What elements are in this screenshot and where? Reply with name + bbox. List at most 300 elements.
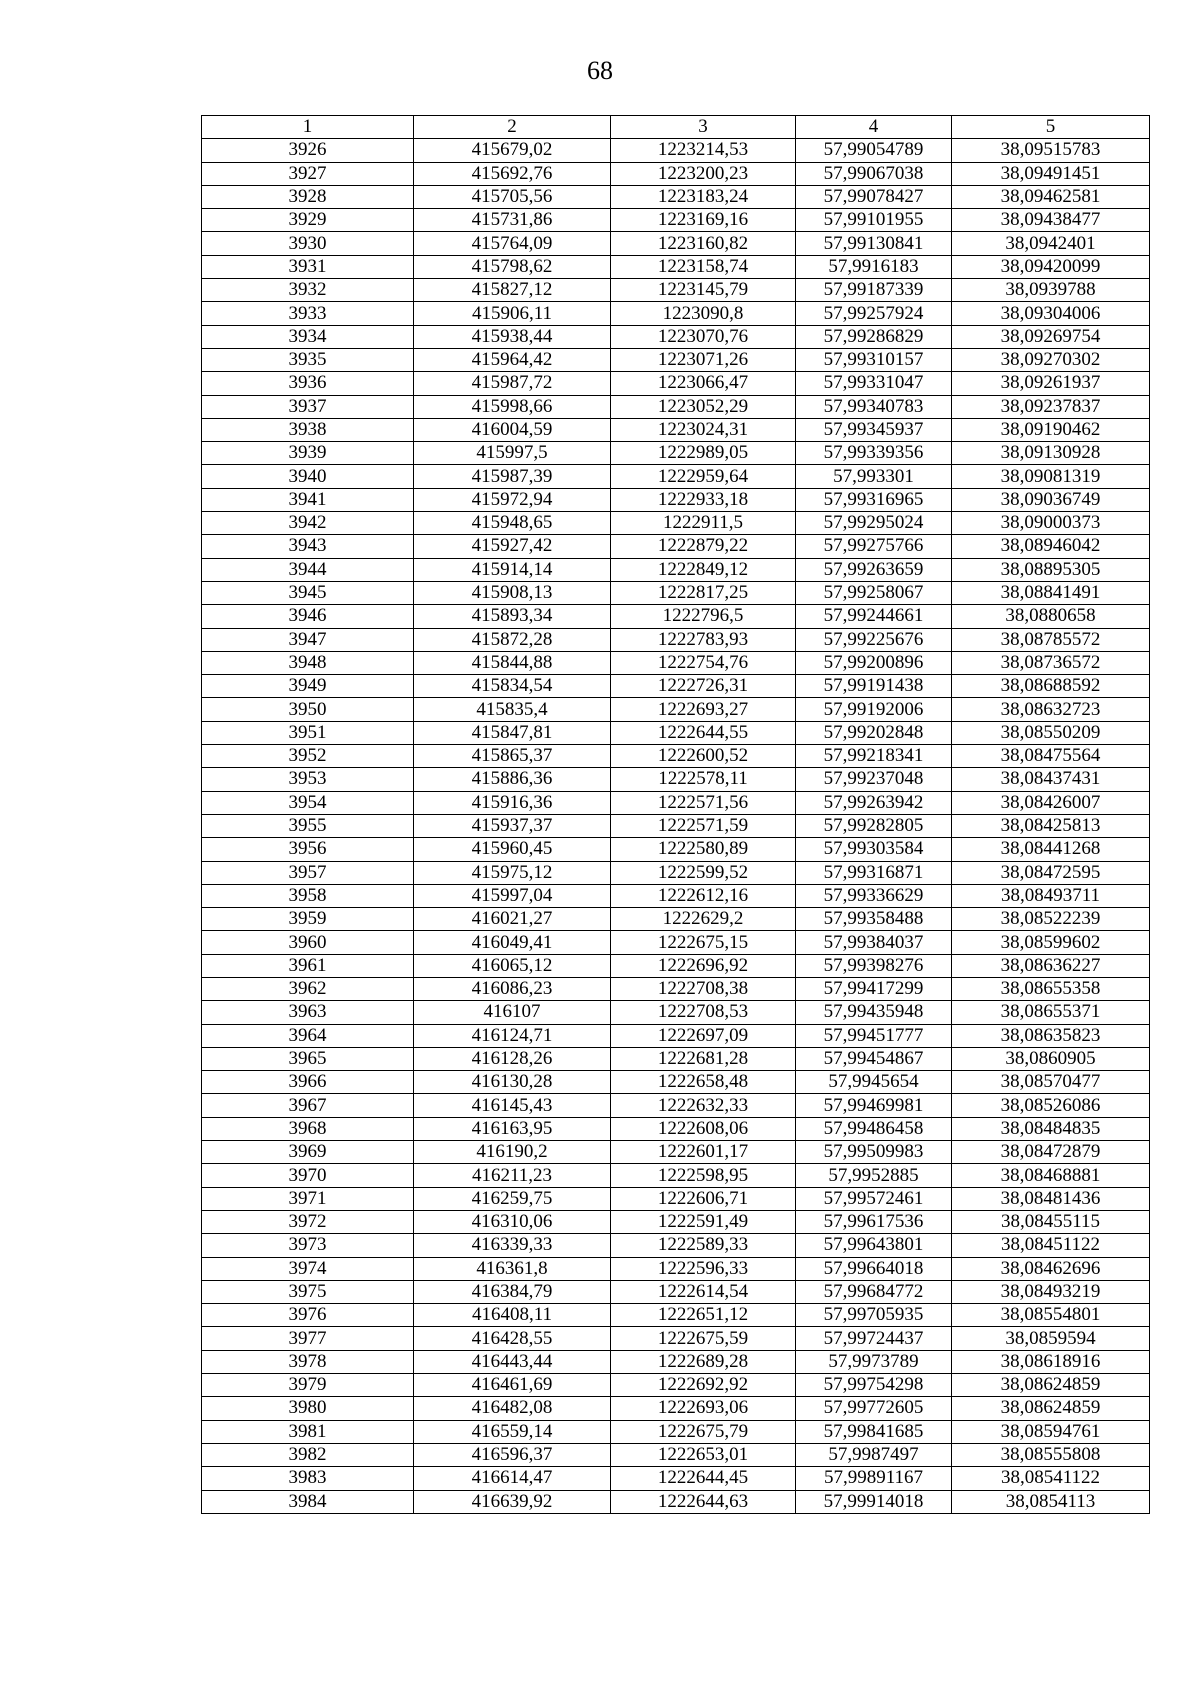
point-number-cell: 3971 — [202, 1187, 414, 1210]
table-row — [202, 1141, 1150, 1164]
longitude-cell: 38,08688592 — [952, 675, 1150, 698]
y-coordinate-cell: 1222697,09 — [611, 1024, 796, 1047]
latitude-cell: 57,99664018 — [796, 1257, 952, 1280]
y-coordinate-cell: 1222933,18 — [611, 488, 796, 511]
point-number-cell: 3949 — [202, 675, 414, 698]
latitude-cell: 57,99130841 — [796, 232, 952, 255]
y-coordinate-cell: 1222644,55 — [611, 721, 796, 744]
latitude-cell: 57,99054789 — [796, 139, 952, 162]
table-row — [202, 675, 1150, 698]
y-coordinate-cell: 1222658,48 — [611, 1071, 796, 1094]
latitude-cell: 57,99358488 — [796, 908, 952, 931]
latitude-cell: 57,99200896 — [796, 651, 952, 674]
table-row — [202, 1117, 1150, 1140]
longitude-cell: 38,08624859 — [952, 1374, 1150, 1397]
table-row — [202, 884, 1150, 907]
point-number-cell: 3962 — [202, 977, 414, 1000]
y-coordinate-cell: 1222959,64 — [611, 465, 796, 488]
y-coordinate-cell: 1222599,52 — [611, 861, 796, 884]
table-row — [202, 162, 1150, 185]
x-coordinate-cell: 415998,66 — [414, 395, 611, 418]
point-number-cell: 3934 — [202, 325, 414, 348]
x-coordinate-cell: 416021,27 — [414, 908, 611, 931]
longitude-cell: 38,08425813 — [952, 814, 1150, 837]
x-coordinate-cell: 416614,47 — [414, 1467, 611, 1490]
y-coordinate-cell: 1222726,31 — [611, 675, 796, 698]
table-row — [202, 861, 1150, 884]
longitude-cell: 38,09270302 — [952, 348, 1150, 371]
point-number-cell: 3951 — [202, 721, 414, 744]
point-number-cell: 3973 — [202, 1234, 414, 1257]
x-coordinate-cell: 416086,23 — [414, 977, 611, 1000]
table-row — [202, 185, 1150, 208]
longitude-cell: 38,09462581 — [952, 185, 1150, 208]
table-row — [202, 768, 1150, 791]
point-number-cell: 3954 — [202, 791, 414, 814]
table-row — [202, 698, 1150, 721]
x-coordinate-cell: 415960,45 — [414, 838, 611, 861]
x-coordinate-cell: 415834,54 — [414, 675, 611, 698]
latitude-cell: 57,99705935 — [796, 1304, 952, 1327]
y-coordinate-cell: 1223158,74 — [611, 255, 796, 278]
latitude-cell: 57,99398276 — [796, 954, 952, 977]
y-coordinate-cell: 1222675,79 — [611, 1420, 796, 1443]
column-header-1: 1 — [202, 116, 414, 139]
longitude-cell: 38,08526086 — [952, 1094, 1150, 1117]
longitude-cell: 38,08618916 — [952, 1350, 1150, 1373]
y-coordinate-cell: 1222689,28 — [611, 1350, 796, 1373]
longitude-cell: 38,08895305 — [952, 558, 1150, 581]
table-row — [202, 954, 1150, 977]
longitude-cell: 38,08522239 — [952, 908, 1150, 931]
y-coordinate-cell: 1222591,49 — [611, 1210, 796, 1233]
table-row — [202, 1327, 1150, 1350]
table-row — [202, 139, 1150, 162]
table-row — [202, 255, 1150, 278]
y-coordinate-cell: 1222681,28 — [611, 1047, 796, 1070]
longitude-cell: 38,09000373 — [952, 512, 1150, 535]
longitude-cell: 38,08462696 — [952, 1257, 1150, 1280]
latitude-cell: 57,993301 — [796, 465, 952, 488]
y-coordinate-cell: 1223169,16 — [611, 209, 796, 232]
latitude-cell: 57,99486458 — [796, 1117, 952, 1140]
y-coordinate-cell: 1222644,63 — [611, 1490, 796, 1513]
y-coordinate-cell: 1223070,76 — [611, 325, 796, 348]
point-number-cell: 3984 — [202, 1490, 414, 1513]
point-number-cell: 3929 — [202, 209, 414, 232]
point-number-cell: 3960 — [202, 931, 414, 954]
table-row — [202, 535, 1150, 558]
point-number-cell: 3969 — [202, 1141, 414, 1164]
table-row — [202, 372, 1150, 395]
latitude-cell: 57,99643801 — [796, 1234, 952, 1257]
y-coordinate-cell: 1222783,93 — [611, 628, 796, 651]
latitude-cell: 57,99469981 — [796, 1094, 952, 1117]
table-row — [202, 1094, 1150, 1117]
y-coordinate-cell: 1222596,33 — [611, 1257, 796, 1280]
x-coordinate-cell: 415679,02 — [414, 139, 611, 162]
latitude-cell: 57,99263942 — [796, 791, 952, 814]
x-coordinate-cell: 415964,42 — [414, 348, 611, 371]
longitude-cell: 38,08481436 — [952, 1187, 1150, 1210]
y-coordinate-cell: 1222571,59 — [611, 814, 796, 837]
x-coordinate-cell: 415798,62 — [414, 255, 611, 278]
latitude-cell: 57,99191438 — [796, 675, 952, 698]
point-number-cell: 3981 — [202, 1420, 414, 1443]
x-coordinate-cell: 415893,34 — [414, 605, 611, 628]
point-number-cell: 3939 — [202, 442, 414, 465]
x-coordinate-cell: 415987,72 — [414, 372, 611, 395]
latitude-cell: 57,99454867 — [796, 1047, 952, 1070]
y-coordinate-cell: 1222600,52 — [611, 745, 796, 768]
x-coordinate-cell: 415731,86 — [414, 209, 611, 232]
y-coordinate-cell: 1222632,33 — [611, 1094, 796, 1117]
y-coordinate-cell: 1223183,24 — [611, 185, 796, 208]
x-coordinate-cell: 416190,2 — [414, 1141, 611, 1164]
latitude-cell: 57,99336629 — [796, 884, 952, 907]
y-coordinate-cell: 1222614,54 — [611, 1280, 796, 1303]
y-coordinate-cell: 1222796,5 — [611, 605, 796, 628]
y-coordinate-cell: 1223145,79 — [611, 279, 796, 302]
y-coordinate-cell: 1222601,17 — [611, 1141, 796, 1164]
latitude-cell: 57,99914018 — [796, 1490, 952, 1513]
longitude-cell: 38,08655371 — [952, 1001, 1150, 1024]
point-number-cell: 3932 — [202, 279, 414, 302]
table-row — [202, 931, 1150, 954]
longitude-cell: 38,09261937 — [952, 372, 1150, 395]
x-coordinate-cell: 415865,37 — [414, 745, 611, 768]
x-coordinate-cell: 415938,44 — [414, 325, 611, 348]
x-coordinate-cell: 415997,04 — [414, 884, 611, 907]
latitude-cell: 57,99754298 — [796, 1374, 952, 1397]
x-coordinate-cell: 416065,12 — [414, 954, 611, 977]
latitude-cell: 57,9973789 — [796, 1350, 952, 1373]
x-coordinate-cell: 415914,14 — [414, 558, 611, 581]
latitude-cell: 57,9945654 — [796, 1071, 952, 1094]
table-row — [202, 1024, 1150, 1047]
point-number-cell: 3956 — [202, 838, 414, 861]
x-coordinate-cell: 416428,55 — [414, 1327, 611, 1350]
latitude-cell: 57,99331047 — [796, 372, 952, 395]
longitude-cell: 38,08441268 — [952, 838, 1150, 861]
table-row — [202, 1164, 1150, 1187]
y-coordinate-cell: 1222989,05 — [611, 442, 796, 465]
latitude-cell: 57,99078427 — [796, 185, 952, 208]
longitude-cell: 38,08472879 — [952, 1141, 1150, 1164]
point-number-cell: 3946 — [202, 605, 414, 628]
y-coordinate-cell: 1222675,15 — [611, 931, 796, 954]
point-number-cell: 3935 — [202, 348, 414, 371]
table-row — [202, 1210, 1150, 1233]
point-number-cell: 3930 — [202, 232, 414, 255]
table-row — [202, 442, 1150, 465]
latitude-cell: 57,99724437 — [796, 1327, 952, 1350]
latitude-cell: 57,99187339 — [796, 279, 952, 302]
x-coordinate-cell: 416163,95 — [414, 1117, 611, 1140]
longitude-cell: 38,08655358 — [952, 977, 1150, 1000]
latitude-cell: 57,99772605 — [796, 1397, 952, 1420]
x-coordinate-cell: 416639,92 — [414, 1490, 611, 1513]
longitude-cell: 38,08451122 — [952, 1234, 1150, 1257]
y-coordinate-cell: 1222651,12 — [611, 1304, 796, 1327]
x-coordinate-cell: 416049,41 — [414, 931, 611, 954]
x-coordinate-cell: 415692,76 — [414, 162, 611, 185]
latitude-cell: 57,99316871 — [796, 861, 952, 884]
point-number-cell: 3961 — [202, 954, 414, 977]
longitude-cell: 38,0939788 — [952, 279, 1150, 302]
table-row — [202, 512, 1150, 535]
table-row — [202, 814, 1150, 837]
x-coordinate-cell: 416004,59 — [414, 418, 611, 441]
longitude-cell: 38,08599602 — [952, 931, 1150, 954]
x-coordinate-cell: 416559,14 — [414, 1420, 611, 1443]
x-coordinate-cell: 415844,88 — [414, 651, 611, 674]
point-number-cell: 3942 — [202, 512, 414, 535]
latitude-cell: 57,99384037 — [796, 931, 952, 954]
x-coordinate-cell: 415827,12 — [414, 279, 611, 302]
latitude-cell: 57,99435948 — [796, 1001, 952, 1024]
point-number-cell: 3975 — [202, 1280, 414, 1303]
latitude-cell: 57,99067038 — [796, 162, 952, 185]
x-coordinate-cell: 415872,28 — [414, 628, 611, 651]
y-coordinate-cell: 1222708,53 — [611, 1001, 796, 1024]
y-coordinate-cell: 1222589,33 — [611, 1234, 796, 1257]
point-number-cell: 3968 — [202, 1117, 414, 1140]
y-coordinate-cell: 1222578,11 — [611, 768, 796, 791]
y-coordinate-cell: 1222629,2 — [611, 908, 796, 931]
latitude-cell: 57,99891167 — [796, 1467, 952, 1490]
longitude-cell: 38,0859594 — [952, 1327, 1150, 1350]
table-row — [202, 325, 1150, 348]
y-coordinate-cell: 1222911,5 — [611, 512, 796, 535]
y-coordinate-cell: 1222580,89 — [611, 838, 796, 861]
longitude-cell: 38,08636227 — [952, 954, 1150, 977]
longitude-cell: 38,09081319 — [952, 465, 1150, 488]
table-row — [202, 977, 1150, 1000]
table-row — [202, 791, 1150, 814]
table-row — [202, 418, 1150, 441]
longitude-cell: 38,09130928 — [952, 442, 1150, 465]
latitude-cell: 57,99192006 — [796, 698, 952, 721]
y-coordinate-cell: 1222849,12 — [611, 558, 796, 581]
point-number-cell: 3931 — [202, 255, 414, 278]
table-row — [202, 1397, 1150, 1420]
longitude-cell: 38,0942401 — [952, 232, 1150, 255]
table-row — [202, 1374, 1150, 1397]
y-coordinate-cell: 1222571,56 — [611, 791, 796, 814]
y-coordinate-cell: 1222675,59 — [611, 1327, 796, 1350]
table-row — [202, 1490, 1150, 1513]
table-row — [202, 721, 1150, 744]
table-row — [202, 1234, 1150, 1257]
point-number-cell: 3978 — [202, 1350, 414, 1373]
table-row — [202, 1467, 1150, 1490]
table-row — [202, 348, 1150, 371]
latitude-cell: 57,99339356 — [796, 442, 952, 465]
table-row — [202, 465, 1150, 488]
column-header-2: 2 — [414, 116, 611, 139]
point-number-cell: 3976 — [202, 1304, 414, 1327]
table-row — [202, 605, 1150, 628]
table-row — [202, 1001, 1150, 1024]
table-header — [202, 116, 1150, 139]
latitude-cell: 57,99258067 — [796, 581, 952, 604]
table-row — [202, 279, 1150, 302]
header-row — [202, 116, 1150, 139]
point-number-cell: 3963 — [202, 1001, 414, 1024]
latitude-cell: 57,99509983 — [796, 1141, 952, 1164]
x-coordinate-cell: 416339,33 — [414, 1234, 611, 1257]
point-number-cell: 3970 — [202, 1164, 414, 1187]
latitude-cell: 57,99684772 — [796, 1280, 952, 1303]
x-coordinate-cell: 416259,75 — [414, 1187, 611, 1210]
latitude-cell: 57,99257924 — [796, 302, 952, 325]
y-coordinate-cell: 1222644,45 — [611, 1467, 796, 1490]
x-coordinate-cell: 416211,23 — [414, 1164, 611, 1187]
latitude-cell: 57,99237048 — [796, 768, 952, 791]
column-header-3: 3 — [611, 116, 796, 139]
point-number-cell: 3974 — [202, 1257, 414, 1280]
point-number-cell: 3933 — [202, 302, 414, 325]
latitude-cell: 57,99282805 — [796, 814, 952, 837]
table-row — [202, 558, 1150, 581]
x-coordinate-cell: 415916,36 — [414, 791, 611, 814]
table-row — [202, 395, 1150, 418]
longitude-cell: 38,08493219 — [952, 1280, 1150, 1303]
point-number-cell: 3941 — [202, 488, 414, 511]
x-coordinate-cell: 415937,37 — [414, 814, 611, 837]
longitude-cell: 38,08484835 — [952, 1117, 1150, 1140]
longitude-cell: 38,0854113 — [952, 1490, 1150, 1513]
longitude-cell: 38,08785572 — [952, 628, 1150, 651]
y-coordinate-cell: 1223052,29 — [611, 395, 796, 418]
y-coordinate-cell: 1222708,38 — [611, 977, 796, 1000]
longitude-cell: 38,0860905 — [952, 1047, 1150, 1070]
point-number-cell: 3964 — [202, 1024, 414, 1047]
point-number-cell: 3952 — [202, 745, 414, 768]
latitude-cell: 57,99225676 — [796, 628, 952, 651]
longitude-cell: 38,08570477 — [952, 1071, 1150, 1094]
point-number-cell: 3947 — [202, 628, 414, 651]
point-number-cell: 3979 — [202, 1374, 414, 1397]
longitude-cell: 38,09515783 — [952, 139, 1150, 162]
table-row — [202, 1443, 1150, 1466]
x-coordinate-cell: 416130,28 — [414, 1071, 611, 1094]
y-coordinate-cell: 1223200,23 — [611, 162, 796, 185]
coordinates-table — [201, 115, 1150, 1514]
point-number-cell: 3945 — [202, 581, 414, 604]
point-number-cell: 3937 — [202, 395, 414, 418]
x-coordinate-cell: 415948,65 — [414, 512, 611, 535]
latitude-cell: 57,99244661 — [796, 605, 952, 628]
point-number-cell: 3948 — [202, 651, 414, 674]
latitude-cell: 57,99263659 — [796, 558, 952, 581]
latitude-cell: 57,99310157 — [796, 348, 952, 371]
table-row — [202, 302, 1150, 325]
x-coordinate-cell: 415908,13 — [414, 581, 611, 604]
longitude-cell: 38,08946042 — [952, 535, 1150, 558]
point-number-cell: 3928 — [202, 185, 414, 208]
table-row — [202, 488, 1150, 511]
y-coordinate-cell: 1222879,22 — [611, 535, 796, 558]
longitude-cell: 38,09491451 — [952, 162, 1150, 185]
longitude-cell: 38,08426007 — [952, 791, 1150, 814]
x-coordinate-cell: 416124,71 — [414, 1024, 611, 1047]
table-row — [202, 1257, 1150, 1280]
point-number-cell: 3938 — [202, 418, 414, 441]
table-body — [202, 139, 1150, 1514]
y-coordinate-cell: 1222608,06 — [611, 1117, 796, 1140]
y-coordinate-cell: 1222693,27 — [611, 698, 796, 721]
longitude-cell: 38,08736572 — [952, 651, 1150, 674]
table-row — [202, 232, 1150, 255]
longitude-cell: 38,09036749 — [952, 488, 1150, 511]
latitude-cell: 57,99202848 — [796, 721, 952, 744]
latitude-cell: 57,99275766 — [796, 535, 952, 558]
longitude-cell: 38,09190462 — [952, 418, 1150, 441]
x-coordinate-cell: 415705,56 — [414, 185, 611, 208]
x-coordinate-cell: 415886,36 — [414, 768, 611, 791]
point-number-cell: 3980 — [202, 1397, 414, 1420]
y-coordinate-cell: 1222696,92 — [611, 954, 796, 977]
longitude-cell: 38,09420099 — [952, 255, 1150, 278]
point-number-cell: 3940 — [202, 465, 414, 488]
longitude-cell: 38,08475564 — [952, 745, 1150, 768]
table-row — [202, 1047, 1150, 1070]
x-coordinate-cell: 415847,81 — [414, 721, 611, 744]
y-coordinate-cell: 1222612,16 — [611, 884, 796, 907]
x-coordinate-cell: 415906,11 — [414, 302, 611, 325]
longitude-cell: 38,08555808 — [952, 1443, 1150, 1466]
longitude-cell: 38,08594761 — [952, 1420, 1150, 1443]
point-number-cell: 3927 — [202, 162, 414, 185]
longitude-cell: 38,08437431 — [952, 768, 1150, 791]
x-coordinate-cell: 416482,08 — [414, 1397, 611, 1420]
point-number-cell: 3958 — [202, 884, 414, 907]
point-number-cell: 3944 — [202, 558, 414, 581]
point-number-cell: 3953 — [202, 768, 414, 791]
x-coordinate-cell: 416596,37 — [414, 1443, 611, 1466]
y-coordinate-cell: 1222598,95 — [611, 1164, 796, 1187]
latitude-cell: 57,99572461 — [796, 1187, 952, 1210]
x-coordinate-cell: 416408,11 — [414, 1304, 611, 1327]
longitude-cell: 38,08841491 — [952, 581, 1150, 604]
x-coordinate-cell: 415927,42 — [414, 535, 611, 558]
longitude-cell: 38,08550209 — [952, 721, 1150, 744]
point-number-cell: 3982 — [202, 1443, 414, 1466]
x-coordinate-cell: 416310,06 — [414, 1210, 611, 1233]
point-number-cell: 3936 — [202, 372, 414, 395]
x-coordinate-cell: 416384,79 — [414, 1280, 611, 1303]
latitude-cell: 57,99345937 — [796, 418, 952, 441]
longitude-cell: 38,0880658 — [952, 605, 1150, 628]
latitude-cell: 57,99617536 — [796, 1210, 952, 1233]
y-coordinate-cell: 1222693,06 — [611, 1397, 796, 1420]
latitude-cell: 57,99303584 — [796, 838, 952, 861]
y-coordinate-cell: 1223071,26 — [611, 348, 796, 371]
y-coordinate-cell: 1222653,01 — [611, 1443, 796, 1466]
column-header-5: 5 — [952, 116, 1150, 139]
latitude-cell: 57,99417299 — [796, 977, 952, 1000]
y-coordinate-cell: 1223214,53 — [611, 139, 796, 162]
y-coordinate-cell: 1222817,25 — [611, 581, 796, 604]
latitude-cell: 57,9952885 — [796, 1164, 952, 1187]
x-coordinate-cell: 415975,12 — [414, 861, 611, 884]
point-number-cell: 3957 — [202, 861, 414, 884]
x-coordinate-cell: 415972,94 — [414, 488, 611, 511]
y-coordinate-cell: 1223160,82 — [611, 232, 796, 255]
longitude-cell: 38,09304006 — [952, 302, 1150, 325]
